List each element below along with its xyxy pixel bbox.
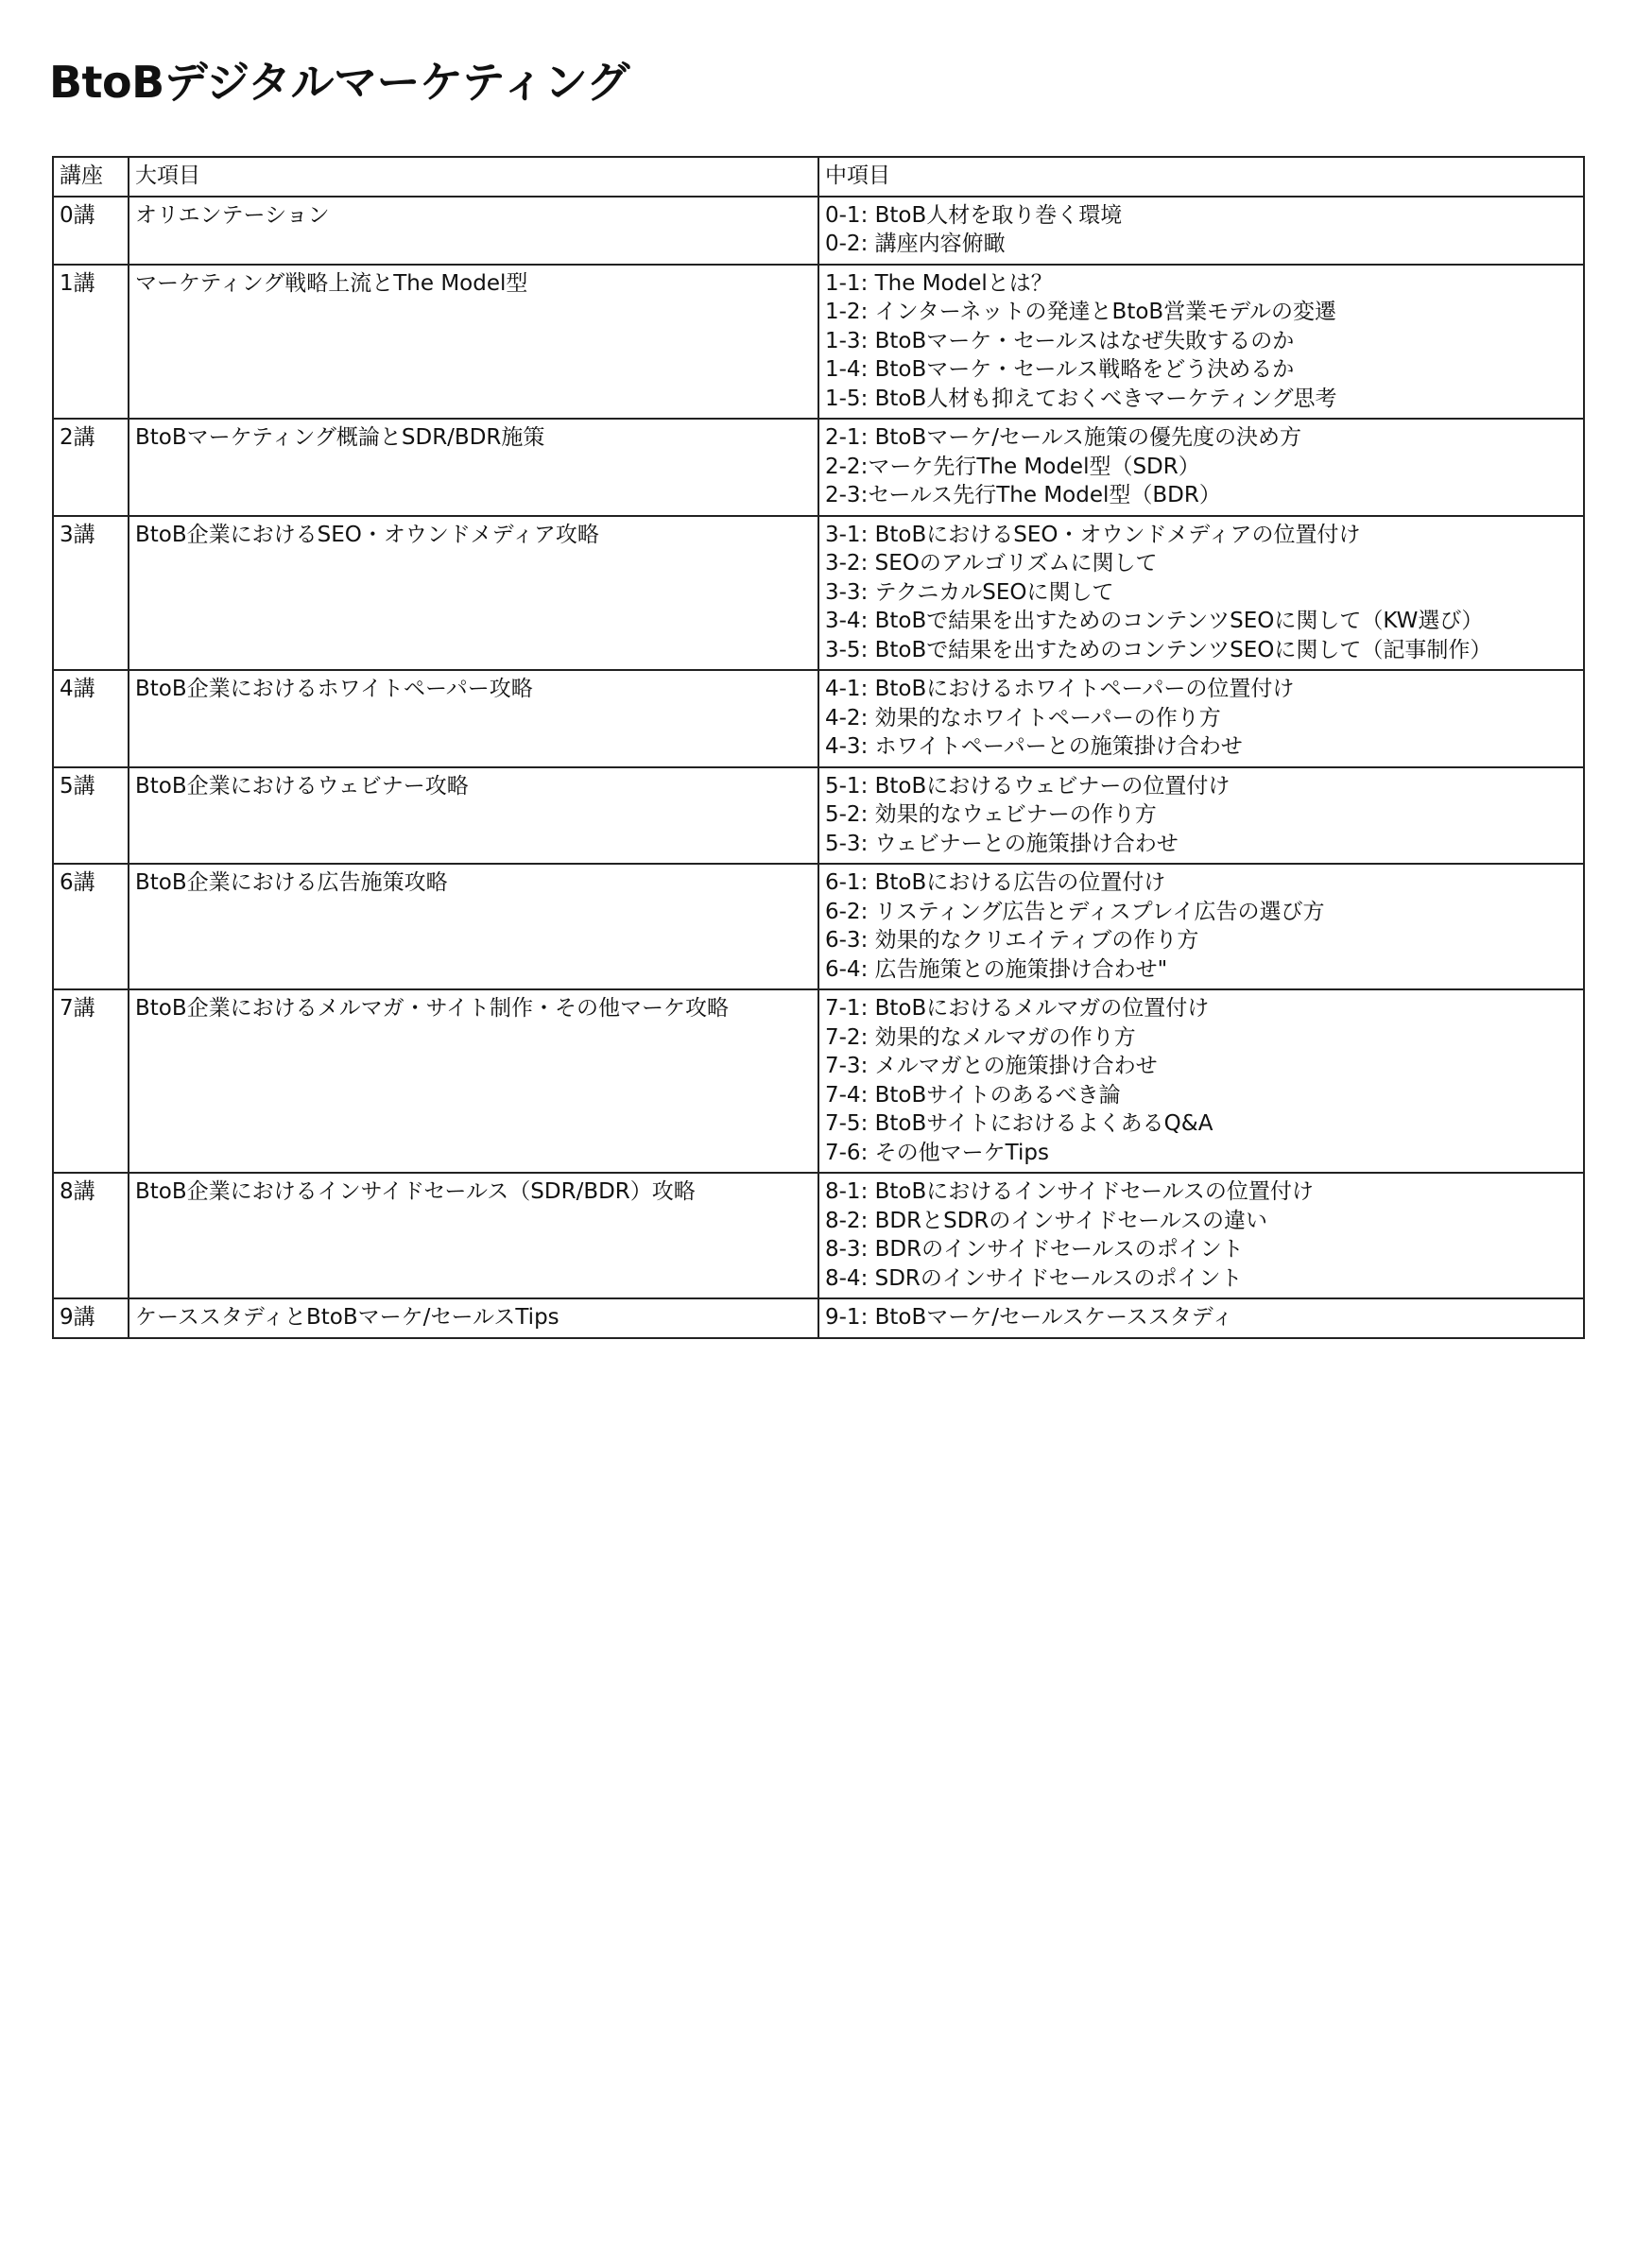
major-topic-cell: BtoB企業におけるメルマガ・サイト制作・その他マーケ攻略 [129, 989, 818, 1173]
minor-topic-item: 8-4: SDRのインサイドセールスのポイント [825, 1265, 1243, 1291]
header-major: 大項目 [129, 157, 818, 197]
lecture-cell: 5講 [53, 767, 129, 865]
minor-topic-item: 2-2:マーケ先行The Model型（SDR） [825, 454, 1200, 479]
lecture-cell: 9講 [53, 1298, 129, 1338]
minor-topic-item: 8-3: BDRのインサイドセールスのポイント [825, 1237, 1244, 1262]
minor-topic-item: 1-2: インターネットの発達とBtoB営業モデルの変遷 [825, 300, 1337, 324]
major-topic-cell: BtoBマーケティング概論とSDR/BDR施策 [129, 419, 818, 516]
minor-topic-item: 7-2: 効果的なメルマガの作り方 [825, 1024, 1136, 1050]
minor-topic-item: 2-3:セールス先行The Model型（BDR） [825, 483, 1221, 507]
minor-topic-item: 7-1: BtoBにおけるメルマガの位置付け [825, 996, 1210, 1021]
minor-topic-cell [818, 265, 1584, 420]
major-topic-cell: ケーススタディとBtoBマーケ/セールスTips [129, 1298, 818, 1338]
major-topic-cell: BtoB企業における広告施策攻略 [129, 864, 818, 989]
lecture-cell: 7講 [53, 989, 129, 1173]
minor-topic-item: 5-1: BtoBにおけるウェビナーの位置付け [825, 773, 1231, 799]
minor-topic-item: 6-4: 広告施策との施策掛け合わせ" [825, 956, 1168, 982]
minor-topic-item: 6-3: 効果的なクリエイティブの作り方 [825, 928, 1199, 953]
table-row [53, 1173, 1584, 1298]
minor-topic-item: 3-1: BtoBにおけるSEO・オウンドメディアの位置付け [825, 522, 1361, 547]
table-row [53, 1298, 1584, 1338]
minor-topic-cell [818, 989, 1584, 1173]
lecture-cell: 3講 [53, 516, 129, 671]
table-header [53, 157, 1584, 197]
lecture-cell: 0講 [53, 197, 129, 265]
lecture-cell: 8講 [53, 1173, 129, 1298]
minor-topic-item: 9-1: BtoBマーケ/セールスケーススタディ [825, 1305, 1233, 1330]
curriculum-table [52, 156, 1585, 1339]
minor-topic-cell [818, 197, 1584, 265]
minor-topic-item: 6-1: BtoBにおける広告の位置付け [825, 870, 1166, 895]
minor-topic-item: 4-1: BtoBにおけるホワイトペーパーの位置付け [825, 677, 1295, 701]
table-row [53, 989, 1584, 1173]
minor-topic-item: 1-5: BtoB人材も抑えておくべきマーケティング思考 [825, 386, 1337, 411]
minor-topic-cell [818, 1173, 1584, 1298]
table-row [53, 516, 1584, 671]
minor-topic-item: 5-3: ウェビナーとの施策掛け合わせ [825, 831, 1179, 856]
minor-topic-item: 1-3: BtoBマーケ・セールスはなぜ失敗するのか [825, 328, 1295, 353]
minor-topic-item: 5-2: 効果的なウェビナーの作り方 [825, 802, 1157, 827]
table-body [53, 197, 1584, 1338]
lecture-cell: 1講 [53, 265, 129, 420]
major-topic-cell: BtoB企業におけるウェビナー攻略 [129, 767, 818, 865]
major-topic-cell: BtoB企業におけるインサイドセールス（SDR/BDR）攻略 [129, 1173, 818, 1298]
minor-topic-item: 0-2: 講座内容俯瞰 [825, 232, 1006, 256]
minor-topic-item: 4-2: 効果的なホワイトペーパーの作り方 [825, 705, 1221, 730]
minor-topic-item: 3-3: テクニカルSEOに関して [825, 579, 1114, 605]
minor-topic-item: 4-3: ホワイトペーパーとの施策掛け合わせ [825, 734, 1243, 759]
table-row [53, 767, 1584, 865]
minor-topic-cell [818, 767, 1584, 865]
table-row [53, 864, 1584, 989]
major-topic-cell: BtoB企業におけるSEO・オウンドメディア攻略 [129, 516, 818, 671]
minor-topic-cell [818, 516, 1584, 671]
major-topic-cell: オリエンテーション [129, 197, 818, 265]
major-topic-cell: マーケティング戦略上流とThe Model型 [129, 265, 818, 420]
page-title: BtoBデジタルマーケティング [49, 57, 629, 108]
table-row [53, 419, 1584, 516]
lecture-cell: 2講 [53, 419, 129, 516]
minor-topic-item: 8-2: BDRとSDRのインサイドセールスの違い [825, 1208, 1268, 1233]
lecture-cell: 6講 [53, 864, 129, 989]
major-topic-cell: BtoB企業におけるホワイトペーパー攻略 [129, 670, 818, 767]
minor-topic-item: 7-6: その他マーケTips [825, 1140, 1049, 1165]
minor-topic-item: 7-4: BtoBサイトのあるべき論 [825, 1082, 1121, 1108]
minor-topic-item: 7-5: BtoBサイトにおけるよくあるQ&A [825, 1111, 1213, 1136]
minor-topic-item: 3-5: BtoBで結果を出すためのコンテンツSEOに関して（記事制作） [825, 637, 1492, 662]
minor-topic-item: 3-4: BtoBで結果を出すためのコンテンツSEOに関して（KW選び） [825, 609, 1484, 633]
header-lecture: 講座 [53, 157, 129, 197]
minor-topic-item: 6-2: リスティング広告とディスプレイ広告の選び方 [825, 899, 1325, 924]
table-row [53, 197, 1584, 265]
minor-topic-cell [818, 419, 1584, 516]
minor-topic-item: 1-1: The Modelとは？ [825, 270, 1053, 296]
minor-topic-cell [818, 1298, 1584, 1338]
lecture-cell: 4講 [53, 670, 129, 767]
minor-topic-item: 8-1: BtoBにおけるインサイドセールスの位置付け [825, 1179, 1314, 1204]
minor-topic-item: 0-1: BtoB人材を取り巻く環境 [825, 202, 1123, 228]
table-row [53, 265, 1584, 420]
minor-topic-item: 3-2: SEOのアルゴリズムに関して [825, 551, 1158, 576]
header-minor: 中項目 [818, 157, 1584, 197]
minor-topic-cell [818, 864, 1584, 989]
minor-topic-cell [818, 670, 1584, 767]
minor-topic-item: 7-3: メルマガとの施策掛け合わせ [825, 1054, 1158, 1078]
header-row [53, 157, 1584, 197]
minor-topic-item: 1-4: BtoBマーケ・セールス戦略をどう決めるか [825, 357, 1295, 382]
table-row [53, 670, 1584, 767]
minor-topic-item: 2-1: BtoBマーケ/セールス施策の優先度の決め方 [825, 425, 1301, 450]
